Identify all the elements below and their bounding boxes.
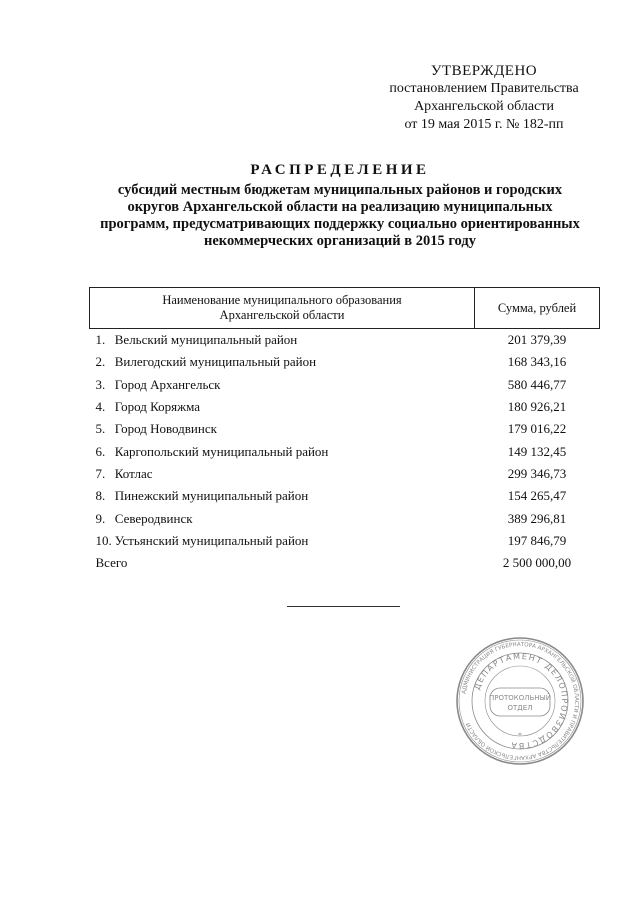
official-seal	[455, 636, 585, 766]
table-body	[90, 329, 600, 575]
title-line: субсидий местным бюджетам муниципальных районов и городских	[117, 182, 563, 198]
row-name-cell	[90, 530, 475, 552]
row-number: 8.	[95, 488, 106, 504]
row-number: 6.	[95, 443, 106, 459]
approval-line: постановлением Правительства	[389, 81, 579, 96]
seal-middle-text: ДЕПАРТАМЕНТ ДЕЛОПРОИЗВОДСТВА	[472, 651, 570, 751]
row-number: 10.	[95, 532, 112, 548]
column-header-name: Наименование муниципального образования Архангельской области	[90, 288, 475, 329]
row-number: 4.	[95, 399, 106, 415]
separator-line	[287, 606, 400, 607]
row-number: 3.	[95, 376, 106, 392]
seal-star-icon: *	[518, 731, 522, 740]
row-sum: 389 296,81	[507, 510, 567, 526]
row-name-cell	[90, 351, 475, 373]
row-sum: 149 132,45	[507, 443, 567, 459]
approval-block	[368, 62, 600, 134]
seal-outer-text: АДМИНИСТРАЦИЯ ГУБЕРНАТОРА АРХАНГЕЛЬСКОЙ ОБЛАСТИ И ПРАВИТЕЛЬСТВА АРХАНГЕЛЬСКОЙ ОБЛАСТИ	[461, 641, 580, 761]
row-name: Вельский муниципальный район	[114, 332, 298, 348]
table-total-row	[90, 552, 600, 574]
approval-heading: УТВЕРЖДЕНО	[430, 63, 538, 79]
row-name: Пинежский муниципальный район	[114, 488, 309, 504]
row-name-cell	[90, 418, 475, 440]
row-sum: 168 343,16	[507, 354, 567, 370]
total-sum: 2 500 000,00	[502, 555, 572, 571]
title-line: программ, предусматривающих поддержку социально ориентированных	[100, 216, 580, 232]
row-name: Северодвинск	[114, 510, 193, 526]
row-name-cell	[90, 396, 475, 418]
approval-date: от 19 мая 2015 г. № 182-пп	[404, 117, 564, 132]
table-row	[90, 507, 600, 529]
total-label: Всего	[95, 555, 128, 571]
row-name-cell	[90, 440, 475, 462]
title-line: округов Архангельской области на реализацию муниципальных	[127, 199, 553, 215]
table-row	[90, 530, 600, 552]
row-name-cell	[90, 329, 475, 352]
approval-line: Архангельской области	[414, 99, 554, 114]
row-sum: 580 446,77	[507, 376, 567, 392]
row-number: 7.	[95, 465, 106, 481]
row-name: Каргопольский муниципальный район	[114, 443, 329, 459]
row-sum: 179 016,22	[507, 421, 567, 437]
row-sum: 299 346,73	[507, 465, 567, 481]
row-sum: 201 379,39	[507, 332, 567, 348]
row-name: Котлас	[114, 465, 153, 481]
row-sum: 180 926,21	[507, 399, 567, 415]
document-title	[72, 162, 608, 250]
row-number: 2.	[95, 354, 106, 370]
row-name: Город Новодвинск	[114, 421, 217, 437]
seal-center-line2: ОТДЕЛ	[507, 704, 533, 712]
table-row	[90, 485, 600, 507]
table-row	[90, 418, 600, 440]
row-number: 1.	[95, 332, 106, 348]
row-number: 9.	[95, 510, 106, 526]
row-name: Город Архангельск	[114, 376, 221, 392]
row-name-cell	[90, 507, 475, 529]
title-heading: РАСПРЕДЕЛЕНИЕ	[250, 162, 430, 178]
table-row	[90, 374, 600, 396]
row-name-cell	[90, 374, 475, 396]
title-line: некоммерческих организаций в 2015 году	[204, 233, 476, 249]
row-name: Вилегодский муниципальный район	[114, 354, 317, 370]
subsidy-table	[89, 287, 600, 574]
table-row	[90, 351, 600, 373]
row-sum: 154 265,47	[507, 488, 567, 504]
row-number: 5.	[95, 421, 106, 437]
table-row	[90, 463, 600, 485]
row-name-cell	[90, 463, 475, 485]
row-name: Город Коряжма	[114, 399, 201, 415]
table-row	[90, 396, 600, 418]
table-row	[90, 329, 600, 352]
table-row	[90, 440, 600, 462]
table-header-row	[90, 288, 600, 329]
row-name-cell	[90, 485, 475, 507]
row-name: Устьянский муниципальный район	[114, 532, 309, 548]
row-sum: 197 846,79	[507, 532, 567, 548]
seal-center-line1: ПРОТОКОЛЬНЫЙ	[488, 694, 552, 702]
column-header-sum: Сумма, рублей	[475, 288, 600, 329]
